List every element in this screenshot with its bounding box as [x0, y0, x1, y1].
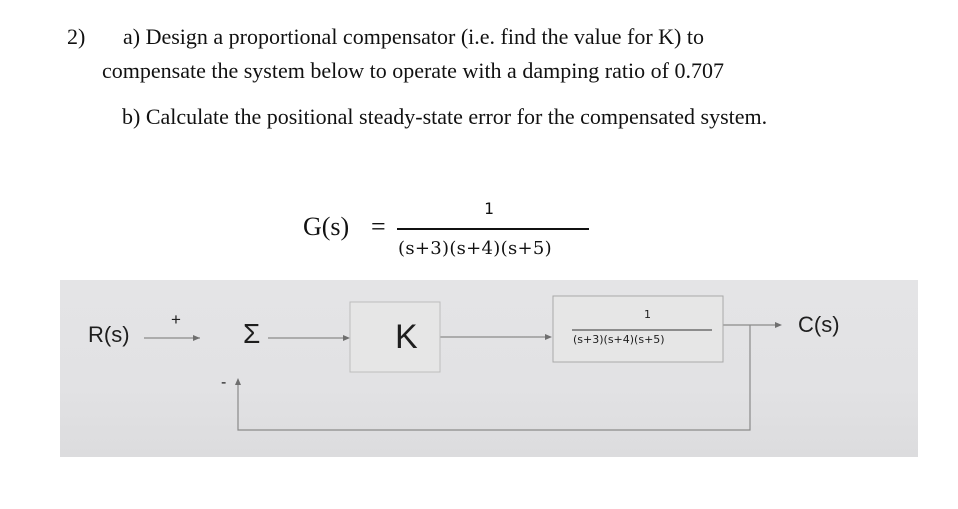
- gain-label: K: [395, 318, 418, 356]
- plant-block: [553, 296, 723, 362]
- feedback-arrowhead: [235, 378, 241, 385]
- equals-sign: =: [371, 212, 386, 241]
- block-diagram: [60, 280, 918, 457]
- gain-to-plant-arrowhead: [545, 334, 552, 340]
- question-part-a-line1: a) Design a proportional compensator (i.e. find the value for K) to: [123, 24, 704, 49]
- summing-junction-symbol: Σ: [243, 318, 261, 349]
- input-label: R(s): [88, 322, 130, 347]
- transfer-function-label: G(s): [303, 212, 350, 241]
- plus-sign: +: [171, 310, 181, 329]
- question-number: 2): [67, 24, 86, 49]
- block-diagram-wires: [60, 280, 918, 457]
- plant-numerator: 1: [644, 308, 651, 321]
- plant-denominator: (s+3)(s+4)(s+5): [573, 333, 665, 346]
- question-part-b: b) Calculate the positional steady-state error for the compensated system.: [122, 104, 768, 129]
- output-label: C(s): [798, 312, 840, 337]
- sum-to-gain-arrowhead: [343, 335, 350, 341]
- transfer-function-denominator: (s+3)(s+4)(s+5): [398, 238, 552, 259]
- minus-sign: -: [221, 374, 227, 391]
- input-arrowhead: [193, 335, 200, 341]
- output-arrowhead: [775, 322, 782, 328]
- transfer-function-numerator: 1: [484, 199, 494, 218]
- fraction-bar: [397, 228, 589, 230]
- question-part-a-line2: compensate the system below to operate with a damping ratio of 0.707: [102, 58, 724, 83]
